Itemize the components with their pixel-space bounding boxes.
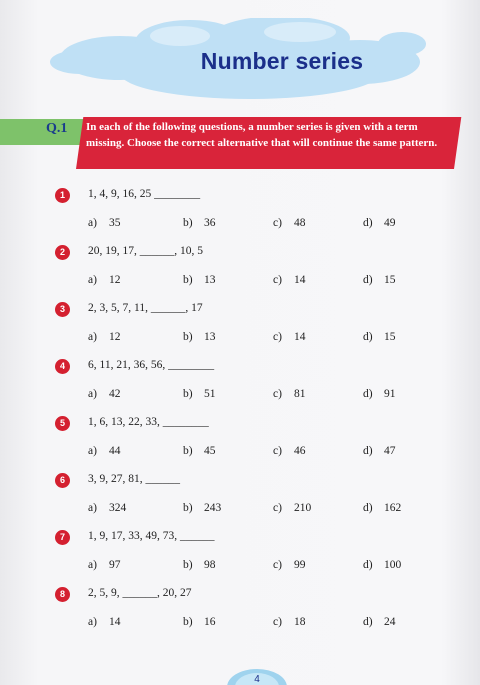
option-c[interactable] bbox=[273, 445, 306, 457]
option-b[interactable] bbox=[183, 445, 216, 457]
option-a[interactable] bbox=[88, 616, 121, 628]
question-tag: Q.1 bbox=[46, 121, 68, 136]
option-value: 36 bbox=[204, 217, 216, 229]
option-value: 51 bbox=[204, 388, 216, 400]
option-label: c) bbox=[273, 445, 282, 457]
question-number-badge: 5 bbox=[55, 416, 70, 431]
question-number-badge: 2 bbox=[55, 245, 70, 260]
question-item bbox=[0, 473, 480, 523]
question-item bbox=[0, 530, 480, 580]
option-value: 210 bbox=[294, 502, 312, 514]
option-label: d) bbox=[363, 331, 373, 343]
option-value: 14 bbox=[294, 274, 306, 286]
option-d[interactable] bbox=[363, 559, 401, 571]
question-item bbox=[0, 302, 480, 352]
option-value: 44 bbox=[109, 445, 121, 457]
option-value: 35 bbox=[109, 217, 121, 229]
option-label: c) bbox=[273, 502, 282, 514]
option-b[interactable] bbox=[183, 616, 216, 628]
option-value: 12 bbox=[109, 274, 121, 286]
question-item bbox=[0, 245, 480, 295]
option-value: 13 bbox=[204, 274, 216, 286]
option-value: 14 bbox=[294, 331, 306, 343]
option-a[interactable] bbox=[88, 388, 121, 400]
option-label: c) bbox=[273, 616, 282, 628]
option-c[interactable] bbox=[273, 274, 306, 286]
option-label: b) bbox=[183, 388, 193, 400]
question-series: 20, 19, 17, ______, 10, 5 bbox=[88, 245, 203, 257]
option-label: a) bbox=[88, 445, 97, 457]
option-label: d) bbox=[363, 559, 373, 571]
option-d[interactable] bbox=[363, 217, 396, 229]
option-label: b) bbox=[183, 274, 193, 286]
option-label: a) bbox=[88, 388, 97, 400]
option-c[interactable] bbox=[273, 559, 306, 571]
option-label: a) bbox=[88, 616, 97, 628]
question-instruction: In each of the following questions, a number series is given with a term missing. Choose the correct alternative that will continue the same pattern. bbox=[86, 121, 438, 149]
question-series: 2, 5, 9, ______, 20, 27 bbox=[88, 587, 192, 599]
question-item bbox=[0, 359, 480, 409]
option-c[interactable] bbox=[273, 616, 306, 628]
option-b[interactable] bbox=[183, 217, 216, 229]
option-label: d) bbox=[363, 616, 373, 628]
option-label: a) bbox=[88, 559, 97, 571]
option-label: a) bbox=[88, 217, 97, 229]
option-label: b) bbox=[183, 445, 193, 457]
question-series: 1, 9, 17, 33, 49, 73, ______ bbox=[88, 530, 215, 542]
option-value: 91 bbox=[384, 388, 396, 400]
option-value: 45 bbox=[204, 445, 216, 457]
option-c[interactable] bbox=[273, 388, 306, 400]
option-value: 99 bbox=[294, 559, 306, 571]
option-value: 42 bbox=[109, 388, 121, 400]
option-value: 13 bbox=[204, 331, 216, 343]
question-number-badge: 7 bbox=[55, 530, 70, 545]
option-label: b) bbox=[183, 217, 193, 229]
question-number-badge: 8 bbox=[55, 587, 70, 602]
option-b[interactable] bbox=[183, 559, 216, 571]
option-d[interactable] bbox=[363, 502, 401, 514]
option-label: d) bbox=[363, 388, 373, 400]
page-number: 4 bbox=[254, 674, 260, 685]
option-value: 324 bbox=[109, 502, 127, 514]
option-c[interactable] bbox=[273, 331, 306, 343]
option-label: c) bbox=[273, 388, 282, 400]
option-value: 14 bbox=[109, 616, 121, 628]
option-value: 15 bbox=[384, 274, 396, 286]
option-value: 48 bbox=[294, 217, 306, 229]
question-series: 6, 11, 21, 36, 56, ________ bbox=[88, 359, 215, 371]
option-label: c) bbox=[273, 559, 282, 571]
option-value: 24 bbox=[384, 616, 396, 628]
option-value: 16 bbox=[204, 616, 216, 628]
question-series: 1, 4, 9, 16, 25 ________ bbox=[88, 188, 201, 200]
option-label: b) bbox=[183, 502, 193, 514]
option-a[interactable] bbox=[88, 445, 121, 457]
option-label: b) bbox=[183, 616, 193, 628]
question-number-badge: 1 bbox=[55, 188, 70, 203]
question-item bbox=[0, 587, 480, 637]
question-series: 2, 3, 5, 7, 11, ______, 17 bbox=[88, 302, 203, 314]
question-number-badge: 4 bbox=[55, 359, 70, 374]
option-label: a) bbox=[88, 331, 97, 343]
option-value: 243 bbox=[204, 502, 222, 514]
option-c[interactable] bbox=[273, 217, 306, 229]
question-banner bbox=[0, 117, 454, 169]
option-d[interactable] bbox=[363, 616, 396, 628]
question-item bbox=[0, 416, 480, 466]
question-number-badge: 3 bbox=[55, 302, 70, 317]
option-label: c) bbox=[273, 331, 282, 343]
option-value: 46 bbox=[294, 445, 306, 457]
option-d[interactable] bbox=[363, 445, 396, 457]
option-label: d) bbox=[363, 274, 373, 286]
option-a[interactable] bbox=[88, 559, 121, 571]
option-b[interactable] bbox=[183, 388, 216, 400]
option-a[interactable] bbox=[88, 331, 121, 343]
option-b[interactable] bbox=[183, 274, 216, 286]
option-value: 97 bbox=[109, 559, 121, 571]
option-label: b) bbox=[183, 559, 193, 571]
option-label: d) bbox=[363, 217, 373, 229]
option-label: d) bbox=[363, 445, 373, 457]
option-value: 47 bbox=[384, 445, 396, 457]
question-series: 1, 6, 13, 22, 33, ________ bbox=[88, 416, 209, 428]
option-label: d) bbox=[363, 502, 373, 514]
option-b[interactable] bbox=[183, 502, 221, 514]
option-label: a) bbox=[88, 502, 97, 514]
option-d[interactable] bbox=[363, 331, 396, 343]
option-value: 98 bbox=[204, 559, 216, 571]
option-value: 12 bbox=[109, 331, 121, 343]
question-series: 3, 9, 27, 81, ______ bbox=[88, 473, 180, 485]
option-d[interactable] bbox=[363, 274, 396, 286]
header-cloud bbox=[40, 18, 440, 110]
option-b[interactable] bbox=[183, 331, 216, 343]
option-a[interactable] bbox=[88, 274, 121, 286]
page-number-badge bbox=[226, 665, 288, 685]
option-value: 18 bbox=[294, 616, 306, 628]
option-a[interactable] bbox=[88, 502, 126, 514]
option-label: c) bbox=[273, 217, 282, 229]
option-value: 81 bbox=[294, 388, 306, 400]
option-label: c) bbox=[273, 274, 282, 286]
option-value: 162 bbox=[384, 502, 402, 514]
option-a[interactable] bbox=[88, 217, 121, 229]
question-number-badge: 6 bbox=[55, 473, 70, 488]
option-label: b) bbox=[183, 331, 193, 343]
option-label: a) bbox=[88, 274, 97, 286]
page-title: Number series bbox=[200, 48, 364, 74]
question-item bbox=[0, 188, 480, 238]
option-c[interactable] bbox=[273, 502, 311, 514]
option-d[interactable] bbox=[363, 388, 396, 400]
option-value: 100 bbox=[384, 559, 402, 571]
question-tag-background bbox=[0, 119, 86, 145]
option-value: 49 bbox=[384, 217, 396, 229]
option-value: 15 bbox=[384, 331, 396, 343]
